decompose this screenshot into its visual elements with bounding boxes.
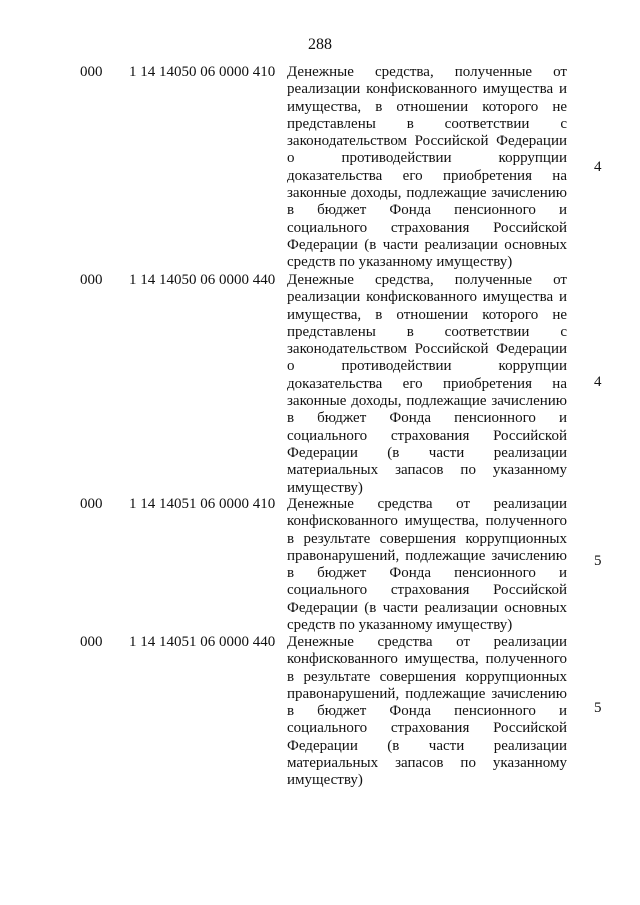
description-line: имуществу) <box>287 479 363 496</box>
description-line: в бюджет Фонда пенсионного и <box>287 703 567 720</box>
description-line: конфискованного имущества, полученного <box>287 513 567 530</box>
description-line: Федерации (в части реализации <box>287 444 567 461</box>
kbk-code: 1 14 14050 06 0000 440 <box>129 272 276 288</box>
description-line: средств по указанному имуществу) <box>287 254 513 271</box>
admin-code: 000 <box>80 634 103 650</box>
description-line: о противодействии коррупции <box>287 358 567 375</box>
admin-code: 000 <box>80 64 103 80</box>
description-line: в результате совершения коррупционных <box>287 530 567 547</box>
description-line: правонарушений, подлежащие зачислению <box>287 685 567 702</box>
description-line: законные доходы, подлежащие зачислению <box>287 393 567 410</box>
kbk-code: 1 14 14050 06 0000 410 <box>129 64 276 80</box>
income-description <box>287 64 567 272</box>
description-line: законодательством Российской Федерации <box>287 341 567 358</box>
norm-percent: 5 <box>594 553 602 569</box>
description-line: доказательства его приобретения на <box>287 375 567 392</box>
description-line: представлены в соответствии с <box>287 115 567 132</box>
description-line: законодательством Российской Федерации <box>287 133 567 150</box>
income-description <box>287 634 567 790</box>
description-line: представлены в соответствии с <box>287 323 567 340</box>
description-line: Денежные средства, полученные от <box>287 272 567 288</box>
description-line: социального страхования Российской <box>287 582 567 599</box>
page-number: 288 <box>308 36 332 53</box>
kbk-code: 1 14 14051 06 0000 410 <box>129 496 276 512</box>
kbk-code: 1 14 14051 06 0000 440 <box>129 634 276 650</box>
description-line: Федерации (в части реализации основных <box>287 236 567 253</box>
description-line: доказательства его приобретения на <box>287 167 567 184</box>
description-line: о противодействии коррупции <box>287 150 567 167</box>
description-line: в бюджет Фонда пенсионного и <box>287 565 567 582</box>
description-line: материальных запасов по указанному <box>287 755 567 772</box>
description-line: законные доходы, подлежащие зачислению <box>287 185 567 202</box>
description-line: правонарушений, подлежащие зачислению <box>287 547 567 564</box>
description-line: имуществу) <box>287 772 363 789</box>
description-line: в бюджет Фонда пенсионного и <box>287 202 567 219</box>
description-line: конфискованного имущества, полученного <box>287 651 567 668</box>
norm-percent: 4 <box>594 159 602 175</box>
description-line: средств по указанному имуществу) <box>287 617 513 634</box>
description-line: реализации конфискованного имущества и <box>287 289 567 306</box>
description-line: Денежные средства от реализации <box>287 634 567 650</box>
description-line: Федерации (в части реализации <box>287 737 567 754</box>
admin-code: 000 <box>80 496 103 512</box>
description-line: в результате совершения коррупционных <box>287 668 567 685</box>
description-line: имущества, в отношении которого не <box>287 306 567 323</box>
income-description <box>287 496 567 634</box>
description-line: социального страхования Российской <box>287 427 567 444</box>
admin-code: 000 <box>80 272 103 288</box>
description-line: материальных запасов по указанному <box>287 462 567 479</box>
description-line: Федерации (в части реализации основных <box>287 599 567 616</box>
description-line: имущества, в отношении которого не <box>287 98 567 115</box>
description-line: Денежные средства от реализации <box>287 496 567 512</box>
description-line: социального страхования Российской <box>287 720 567 737</box>
description-line: в бюджет Фонда пенсионного и <box>287 410 567 427</box>
income-description <box>287 272 567 497</box>
description-line: Денежные средства, полученные от <box>287 64 567 80</box>
description-line: реализации конфискованного имущества и <box>287 81 567 98</box>
norm-percent: 5 <box>594 700 602 716</box>
description-line: социального страхования Российской <box>287 219 567 236</box>
norm-percent: 4 <box>594 374 602 390</box>
